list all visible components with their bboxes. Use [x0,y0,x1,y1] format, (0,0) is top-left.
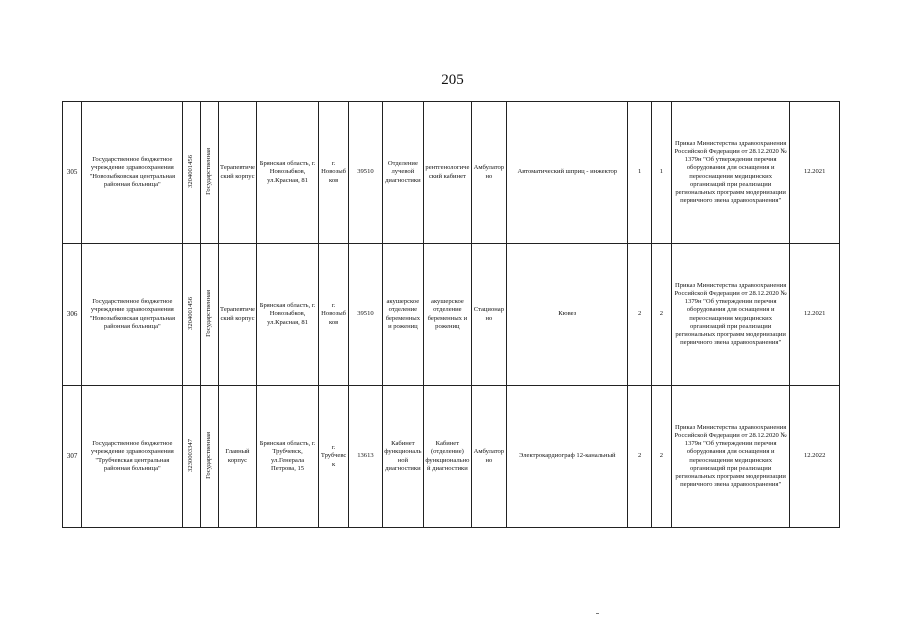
equipment-name: Кювез [558,310,577,318]
oktmo-code-cell [349,244,382,386]
inn-code-cell [183,386,200,528]
equipment-name-cell [507,244,628,386]
page-number: 205 [441,72,464,88]
oktmo-code: 39510 [357,310,374,318]
building: Главный корпус [225,448,250,464]
care-type: Стационарно [473,306,505,322]
ownership-form: Государственная [205,289,213,337]
organization-name-cell [82,386,183,528]
city-cell [318,386,348,528]
delivery-date: 12.2022 [803,452,826,460]
ownership-form-cell [200,102,218,244]
scan-mark [596,613,599,614]
equipment-name: Автоматический шприц - инжектор [517,168,618,176]
care-type-cell [471,102,506,244]
department: Кабинет функциональной диагностики [384,440,422,472]
row-number-cell [63,386,82,528]
inn-code: 3204001456 [187,154,195,188]
building: Терапевтический корпус [220,306,255,322]
organization-name: Государственное бюджетное учреждение здравоохранения "Новозыбковская центральная районная больница" [89,298,175,330]
qty-planned: 1 [659,168,663,176]
organization-name: Государственное бюджетное учреждение здравоохранения "Трубчевская центральная районная больница" [90,440,174,472]
delivery-date-cell [790,386,840,528]
equipment-name-cell [507,102,628,244]
equipment-table [62,101,840,528]
room: Кабинет (отделение) функциональной диагностики [425,440,470,472]
qty-required-cell [628,244,651,386]
table-row [63,244,840,386]
room: рентгенологический кабинет [425,164,470,180]
city: г. Новозыбков [321,302,346,326]
room: акушерское отделение беременных и рожениц [427,298,468,330]
delivery-date: 12.2021 [803,310,826,318]
ownership-form: Государственная [205,431,213,479]
table-row [63,102,840,244]
equipment-name: Электрокардиограф 12-канальный [518,452,616,460]
department: Отделение лучевой диагностики [385,160,421,184]
building-cell [218,102,256,244]
address: Брянская область, г. Новозыбков, ул.Красная, 81 [259,302,316,326]
row-number: 307 [66,451,78,460]
legal-basis-cell [671,102,789,244]
care-type: Амбулаторно [473,164,505,180]
row-number-cell [63,244,82,386]
oktmo-code-cell [349,386,382,528]
room-cell [424,244,472,386]
qty-required: 2 [637,310,642,318]
qty-planned: 2 [659,310,663,318]
qty-required: 2 [637,452,642,460]
equipment-name-cell [507,386,628,528]
legal-basis: Приказ Министерства здравоохранения Российской Федерации от 28.12.2020 № 1379н "Об утверждении перечня оборудования для оснащения и переоснащения медицинских организаций при реализации региональных программ модернизации первичного звена здравоохранения" [674,282,787,346]
organization-name-cell [82,102,183,244]
legal-basis: Приказ Министерства здравоохранения Российской Федерации от 28.12.2020 № 1379н "Об утверждении перечня оборудования для оснащения и переоснащения медицинских организаций при реализации региональных программ модернизации первичного звена здравоохранения" [674,140,787,204]
legal-basis-cell [671,244,789,386]
oktmo-code: 13613 [357,452,374,460]
inn-code-cell [183,244,200,386]
oktmo-code-cell [349,102,382,244]
city-cell [318,102,348,244]
row-number: 306 [66,309,78,318]
organization-name-cell [82,244,183,386]
address: Брянская область, г. Новозыбков, ул.Красная, 81 [259,160,316,184]
ownership-form-cell [200,244,218,386]
qty-planned-cell [651,386,671,528]
qty-required-cell [628,386,651,528]
room-cell [424,386,472,528]
inn-code: 3204001456 [187,296,195,330]
qty-required-cell [628,102,651,244]
care-type-cell [471,244,506,386]
building-cell [218,244,256,386]
address-cell [257,244,319,386]
city: г. Новозыбков [321,160,346,184]
ownership-form-cell [200,386,218,528]
delivery-date: 12.2021 [803,168,826,176]
address-cell [257,386,319,528]
legal-basis-cell [671,386,789,528]
city-cell [318,244,348,386]
department: акушерское отделение беременных и рожениц [385,298,421,330]
delivery-date-cell [790,102,840,244]
room-cell [424,102,472,244]
legal-basis: Приказ Министерства здравоохранения Российской Федерации от 28.12.2020 № 1379н "Об утверждении перечня оборудования для оснащения и переоснащения медицинских организаций при реализации региональных программ модернизации первичного звена здравоохранения" [674,424,787,488]
qty-planned-cell [651,244,671,386]
qty-required: 1 [637,168,642,176]
inn-code-cell [183,102,200,244]
row-number: 305 [66,167,78,176]
ownership-form: Государственная [205,147,213,195]
care-type-cell [471,386,506,528]
address-cell [257,102,319,244]
organization-name: Государственное бюджетное учреждение здравоохранения "Новозыбковская центральная районная больница" [89,156,175,188]
table-row [63,386,840,528]
department-cell [382,244,423,386]
row-number-cell [63,102,82,244]
department-cell [382,102,423,244]
delivery-date-cell [790,244,840,386]
city: г. Трубчевск [320,444,347,468]
department-cell [382,386,423,528]
building-cell [218,386,256,528]
qty-planned: 2 [659,452,663,460]
qty-planned-cell [651,102,671,244]
building: Терапевтический корпус [220,164,255,180]
care-type: Амбулаторно [473,448,505,464]
inn-code: 3230003347 [187,438,195,472]
address: Брянская область, г. Трубчевск, ул.Генерала Петрова, 15 [259,440,316,472]
oktmo-code: 39510 [357,168,374,176]
